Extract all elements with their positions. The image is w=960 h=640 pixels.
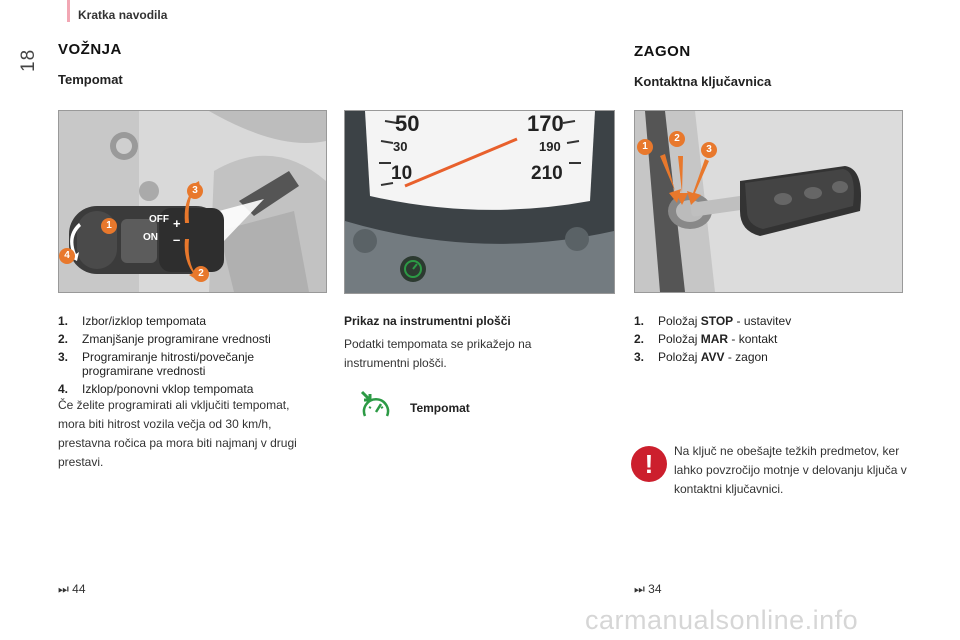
instrument-panel-heading: Prikaz na instrumentni plošči [344, 314, 511, 328]
minus-label: – [173, 232, 181, 247]
list-item: 2. Položaj MAR - kontakt [634, 332, 778, 346]
list-item: 3. Programiranje hitrosti/povečanje programirane vrednosti [58, 350, 255, 378]
instrument-cluster-image [344, 110, 615, 294]
marker-3: 3 [701, 142, 717, 158]
gauge-label-10: 10 [391, 163, 413, 184]
gauge-label-170: 170 [527, 111, 564, 136]
marker-2: 2 [669, 131, 685, 147]
gauge-label-30: 30 [393, 139, 408, 154]
marker-1: 1 [637, 139, 653, 155]
marker-1: 1 [101, 218, 117, 234]
heading-vožnja: VOŽNJA [58, 41, 122, 58]
indicator-label: Tempomat [410, 401, 470, 415]
plus-label: + [173, 216, 181, 231]
section-title: Kratka navodila [78, 8, 168, 22]
cruise-indicator-icon [360, 390, 392, 422]
switch-on-label: ON [143, 232, 158, 243]
cruise-functions-list [58, 314, 323, 400]
heading-zagon: ZAGON [634, 43, 691, 60]
warning-text: Na ključ ne obešajte težkih predmetov, ker lahko povzročijo motnje v delovanju ključa v kontaktni ključavnici. [674, 444, 907, 496]
list-item: 1. Položaj STOP - ustavitev [634, 314, 792, 328]
gauge-label-50: 50 [395, 111, 420, 136]
marker-3: 3 [187, 183, 203, 199]
warning-icon: ! [631, 446, 667, 482]
list-item: 1. Izbor/izklop tempomata [58, 314, 207, 328]
list-item: 4. Izklop/ponovni vklop tempomata [58, 382, 254, 396]
marker-2: 2 [193, 266, 209, 282]
page-reference-34[interactable]: ⏭ 34 [634, 582, 662, 596]
ignition-key-image [634, 110, 903, 293]
header-accent-bar [67, 0, 70, 22]
switch-off-label: OFF [149, 214, 169, 225]
subheading-tempomat: Tempomat [58, 72, 123, 87]
cruise-conditions-paragraph: Če želite programirati ali vključiti tempomat, mora biti hitrost vozila večja od 30 km/h, prestavna ročica pa mora biti najmanj v drugi prestavi. [58, 398, 297, 469]
gauge-label-210: 210 [531, 163, 563, 184]
watermark: carmanualsonline.info [585, 605, 859, 635]
gauge-label-190: 190 [539, 139, 561, 154]
marker-4: 4 [59, 248, 75, 264]
skip-forward-icon: ⏭ [634, 582, 645, 596]
list-item: 2. Zmanjšanje programirane vrednosti [58, 332, 271, 346]
speedometer-illustration [345, 111, 614, 293]
page-number: 18 [18, 48, 39, 72]
skip-forward-icon: ⏭ [58, 582, 69, 596]
ignition-positions-list [634, 314, 884, 368]
instrument-panel-paragraph: Podatki tempomata se prikažejo na instrumentni plošči. [344, 337, 532, 370]
subheading-ignition: Kontaktna ključavnica [634, 74, 772, 89]
cruise-stalk-image [58, 110, 327, 293]
page-reference-44[interactable]: ⏭ 44 [58, 582, 86, 596]
list-item: 3. Položaj AVV - zagon [634, 350, 768, 364]
